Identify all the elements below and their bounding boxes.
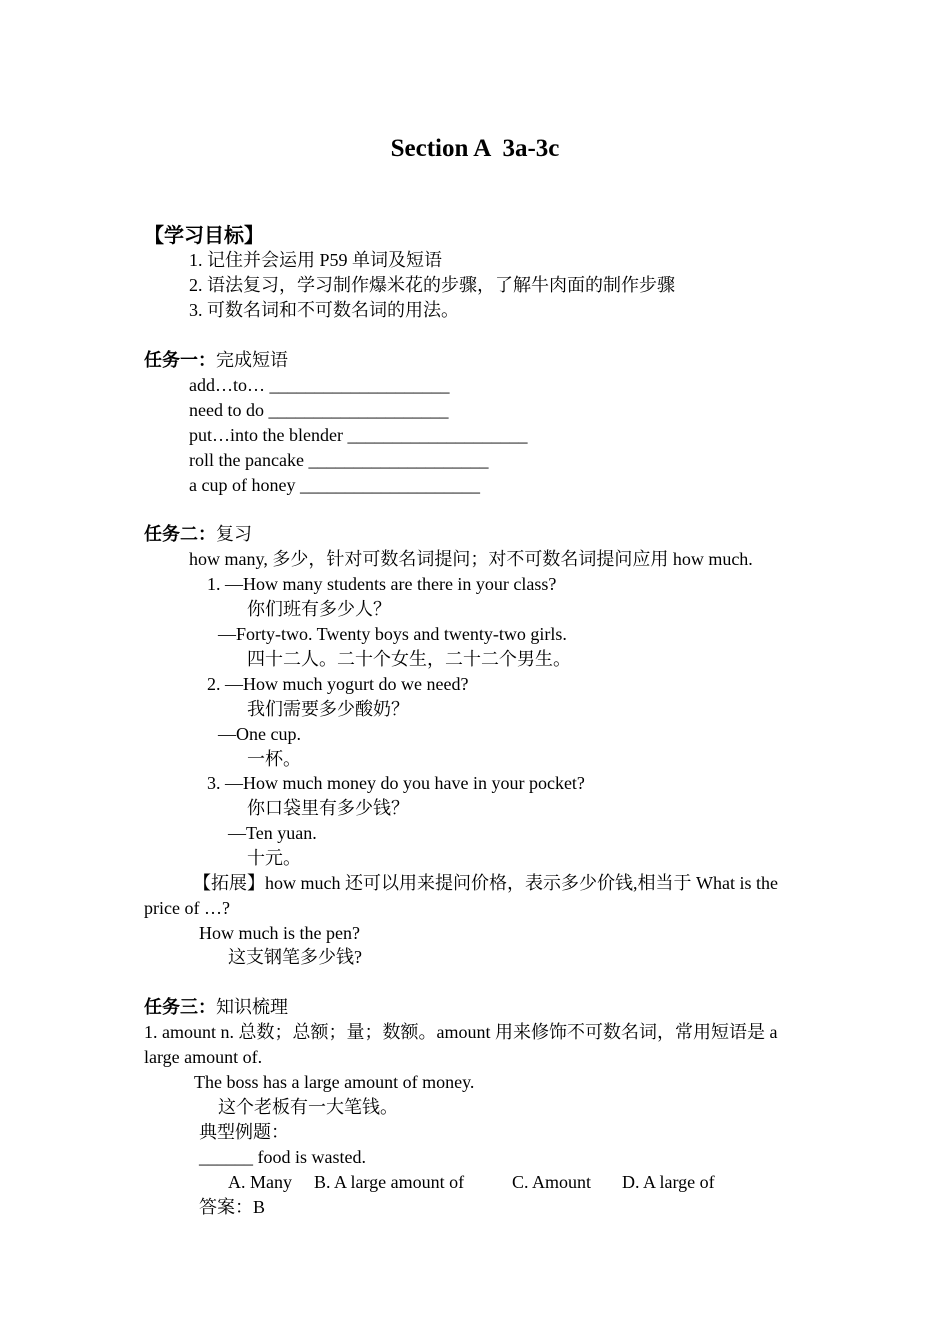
page-title: Section A 3a-3c bbox=[390, 135, 560, 162]
exercise-question: ______ food is wasted. bbox=[199, 1147, 366, 1167]
exercise-answer: 答案：B bbox=[199, 1197, 266, 1217]
example-translation: 一杯。 bbox=[247, 749, 301, 769]
example-translation: 你口袋里有多少钱？ bbox=[247, 798, 409, 818]
task1-title: 完成短语 bbox=[216, 350, 288, 370]
task3-heading bbox=[144, 995, 288, 1020]
task2-title: 复习 bbox=[216, 524, 252, 544]
option-d: D. A large of bbox=[622, 1172, 715, 1192]
phrase-item: a cup of honey ____________________ bbox=[189, 475, 480, 495]
task2-label: 任务二： bbox=[144, 524, 216, 544]
example-question: 1. —How many students are there in your class? bbox=[207, 574, 557, 594]
example-answer: —Forty-two. Twenty boys and twenty-two girls. bbox=[218, 624, 567, 644]
example-question: 3. —How much money do you have in your pocket? bbox=[207, 773, 585, 793]
example-translation: 我们需要多少酸奶？ bbox=[247, 699, 409, 719]
example-answer: —Ten yuan. bbox=[228, 823, 317, 843]
phrase-item: roll the pancake ____________________ bbox=[189, 450, 489, 470]
goal-item: 1. 记住并会运用 P59 单词及短语 bbox=[189, 250, 443, 270]
definition-text: large amount of. bbox=[144, 1047, 263, 1067]
extension-example: How much is the pen? bbox=[199, 923, 360, 943]
option-a: A. Many bbox=[228, 1172, 292, 1192]
goal-item: 2. 语法复习，学习制作爆米花的步骤，了解牛肉面的制作步骤 bbox=[189, 275, 675, 295]
task2-intro: how many, 多少，针对可数名词提问；对不可数名词提问应用 how much. bbox=[189, 549, 753, 569]
task3-label: 任务三： bbox=[144, 997, 216, 1017]
definition-example-translation: 这个老板有一大笔钱。 bbox=[218, 1097, 398, 1117]
phrase-item: put…into the blender ____________________ bbox=[189, 425, 528, 445]
example-translation: 四十二人。二十个女生，二十二个男生。 bbox=[247, 649, 571, 669]
task3-title: 知识梳理 bbox=[216, 997, 288, 1017]
option-c: C. Amount bbox=[512, 1172, 592, 1192]
extension-example-translation: 这支钢笔多少钱? bbox=[228, 947, 362, 967]
extension-text: price of …? bbox=[144, 898, 230, 918]
task1-heading bbox=[144, 348, 288, 373]
example-question: 2. —How much yogurt do we need? bbox=[207, 674, 469, 694]
example-translation: 你们班有多少人？ bbox=[247, 599, 391, 619]
extension-text: 【拓展】how much 还可以用来提问价格，表示多少价钱,相当于 What is the bbox=[193, 873, 778, 893]
typical-example-label: 典型例题： bbox=[199, 1122, 289, 1142]
definition-example: The boss has a large amount of money. bbox=[194, 1072, 475, 1092]
task1-label: 任务一： bbox=[144, 350, 216, 370]
definition-text: 1. amount n. 总数；总额；量；数额。amount 用来修饰不可数名词，常用短语是 a bbox=[144, 1022, 778, 1042]
example-translation: 十元。 bbox=[247, 848, 301, 868]
option-b: B. A large amount of bbox=[314, 1172, 465, 1192]
goals-heading: 【学习目标】 bbox=[144, 225, 264, 247]
task2-heading bbox=[144, 522, 252, 547]
example-answer: —One cup. bbox=[218, 724, 301, 744]
phrase-item: add…to… ____________________ bbox=[189, 375, 450, 395]
phrase-item: need to do ____________________ bbox=[189, 400, 449, 420]
goal-item: 3. 可数名词和不可数名词的用法。 bbox=[189, 300, 459, 320]
